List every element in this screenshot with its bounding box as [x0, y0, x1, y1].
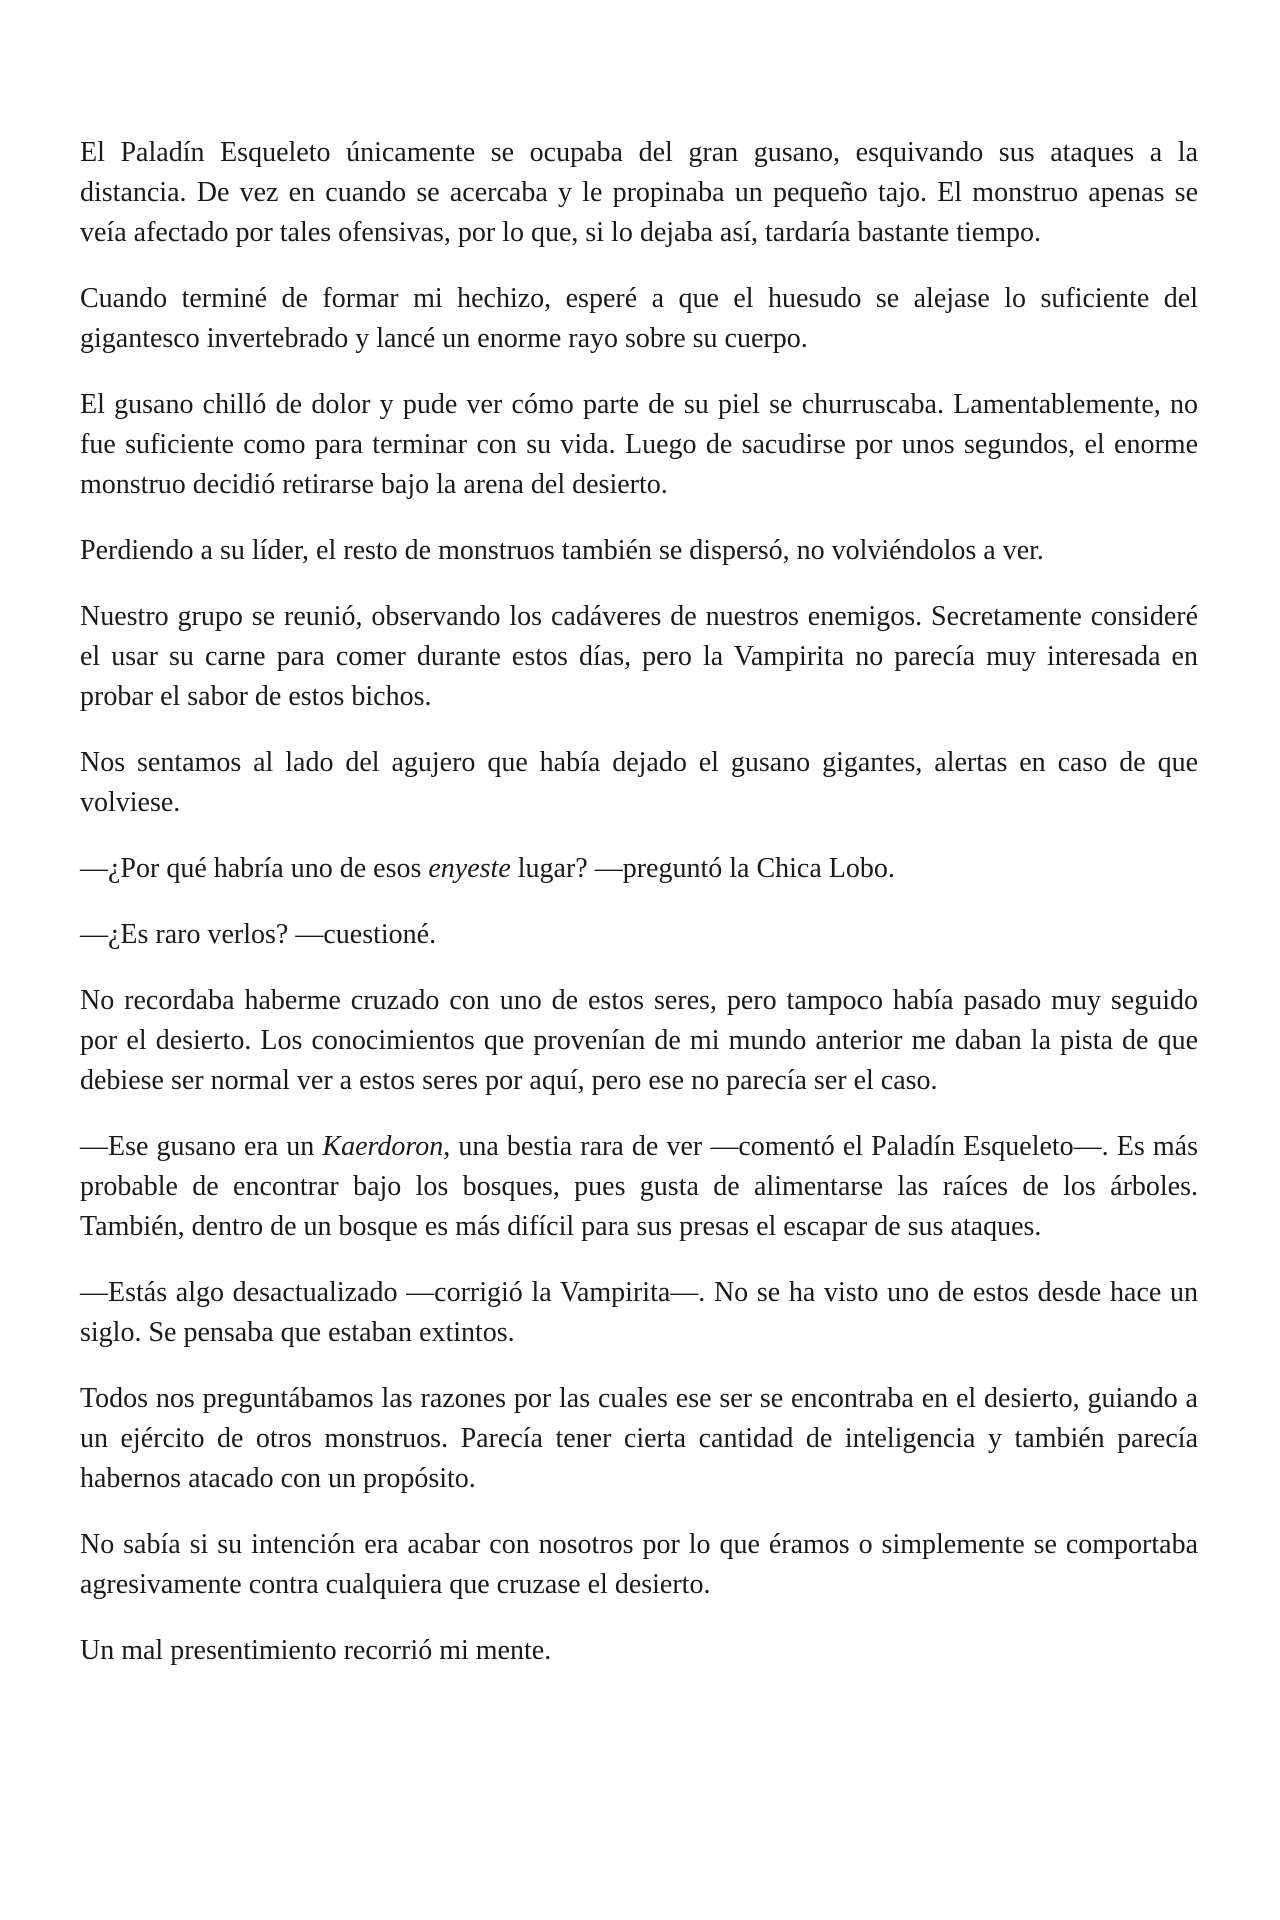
paragraph: Nuestro grupo se reunió, observando los cadáveres de nuestros enemigos. Secretamente consideré el usar su carne para comer durante estos días, pero la Vampirita no parecía muy interesada en probar el sabor de estos bichos.: [80, 601, 1198, 712]
paragraph: No sabía si su intención era acabar con nosotros por lo que éramos o simplemente se comportaba agresivamente contra cualquiera que cruzase el desierto.: [80, 1529, 1198, 1600]
dialogue-paragraph: [80, 1127, 1198, 1247]
italic-word: enyeste: [428, 853, 511, 884]
document-page: [80, 133, 1198, 1697]
dialogue-paragraph: —¿Es raro verlos? —cuestioné.: [80, 919, 437, 950]
text-span: lugar? —preguntó la Chica Lobo.: [510, 853, 895, 884]
paragraph: Cuando terminé de formar mi hechizo, esperé a que el huesudo se alejase lo suficiente del gigantesco invertebrado y lancé un enorme rayo sobre su cuerpo.: [80, 283, 1198, 354]
paragraph: El gusano chilló de dolor y pude ver cómo parte de su piel se churruscaba. Lamentablemente, no fue suficiente como para terminar con su vida. Luego de sacudirse por unos segundos, el enorme monstruo decidió retirarse bajo la arena del desierto.: [80, 389, 1198, 500]
dialogue-paragraph: [80, 849, 1198, 889]
paragraph: Todos nos preguntábamos las razones por las cuales ese ser se encontraba en el desierto, guiando a un ejército de otros monstruos. Parecía tener cierta cantidad de inteligencia y también parecía habernos atacado con un propósito.: [80, 1383, 1198, 1494]
paragraph: Un mal presentimiento recorrió mi mente.: [80, 1635, 552, 1666]
dialogue-paragraph: —Estás algo desactualizado —corrigió la Vampirita—. No se ha visto uno de estos desde hace un siglo. Se pensaba que estaban extintos.: [80, 1277, 1198, 1348]
text-span: , una bestia rara de ver —comentó el Paladín Esqueleto—. Es más probable de encontrar bajo los bosques, pues gusta de alimentarse las raíces de los árboles. También, dentro de un bosque es más difícil para sus presas el escapar de sus ataques.: [80, 1131, 1199, 1242]
text-span: —¿Por qué habría uno de esos: [80, 853, 429, 884]
italic-word: Kaerdoron: [322, 1131, 444, 1162]
paragraph: No recordaba haberme cruzado con uno de estos seres, pero tampoco había pasado muy seguido por el desierto. Los conocimientos que provenían de mi mundo anterior me daban la pista de que debiese ser normal ver a estos seres por aquí, pero ese no parecía ser el caso.: [80, 985, 1198, 1096]
paragraph: Nos sentamos al lado del agujero que había dejado el gusano gigantes, alertas en caso de que volviese.: [80, 747, 1198, 818]
paragraph: El Paladín Esqueleto únicamente se ocupaba del gran gusano, esquivando sus ataques a la distancia. De vez en cuando se acercaba y le propinaba un pequeño tajo. El monstruo apenas se veía afectado por tales ofensivas, por lo que, si lo dejaba así, tardaría bastante tiempo.: [80, 137, 1198, 248]
text-span: —Ese gusano era un: [80, 1131, 323, 1162]
paragraph: Perdiendo a su líder, el resto de monstruos también se dispersó, no volviéndolos a ver.: [80, 535, 1044, 566]
